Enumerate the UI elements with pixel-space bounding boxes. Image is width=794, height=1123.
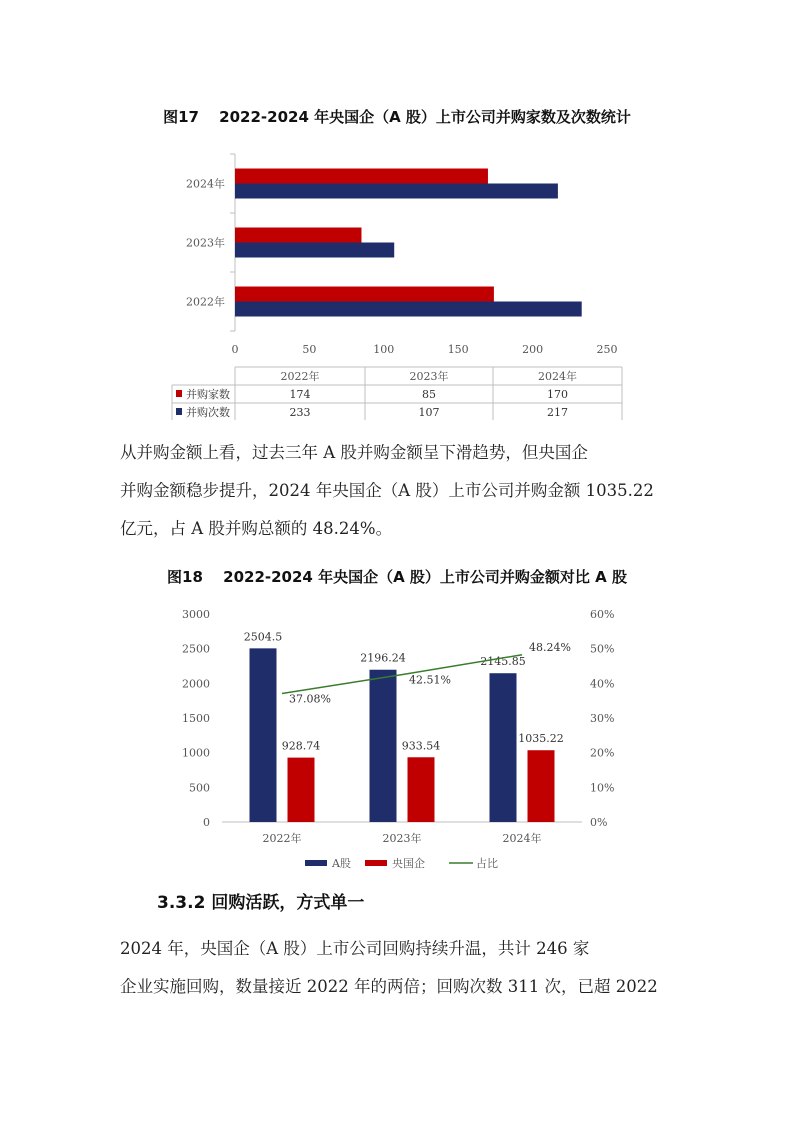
- table-header: 2023年: [409, 370, 449, 383]
- paragraph-line: 企业实施回购，数量接近 2022 年的两倍；回购次数 311 次，已超 2022: [120, 977, 658, 996]
- data-label: 2145.85: [480, 655, 526, 669]
- bar-deals: [235, 184, 558, 199]
- section-heading: 3.3.2 回购活跃，方式单一: [157, 893, 365, 913]
- x-tick-label: 2023年: [382, 832, 422, 845]
- table-row-label: 并购家数: [186, 388, 230, 401]
- legend-label: 央国企: [392, 857, 425, 870]
- legend-key: [365, 860, 387, 866]
- bar-deals: [235, 243, 394, 258]
- legend-key: [305, 860, 327, 866]
- x-tick-label: 250: [596, 343, 618, 356]
- bar-soe: [528, 750, 555, 822]
- paragraph-buyback: [120, 930, 676, 1006]
- x-tick-label: 2024年: [502, 832, 542, 845]
- bar-a-share: [250, 648, 277, 822]
- data-label: 928.74: [281, 739, 321, 753]
- paragraph-line: 并购金额稳步提升，2024 年央国企（A 股）上市公司并购金额 1035.22: [120, 481, 654, 500]
- y-right-tick-label: 30%: [590, 712, 615, 725]
- y-right-tick-label: 20%: [590, 746, 615, 760]
- paragraph-line: 从并购金额上看，过去三年 A 股并购金额呈下滑趋势，但央国企: [120, 443, 588, 462]
- figure-18-title: 图18 2022-2024 年央国企（A 股）上市公司并购金额对比 A 股: [167, 568, 627, 586]
- x-tick-label: 50: [302, 343, 317, 356]
- legend-label: 占比: [476, 857, 498, 870]
- y-right-tick-label: 40%: [590, 677, 615, 691]
- y-left-tick-label: 2500: [182, 642, 210, 656]
- line-data-label: 48.24%: [529, 640, 571, 654]
- table-legend-key: [176, 390, 182, 397]
- table-legend-key: [176, 408, 182, 415]
- y-left-tick-label: 0: [203, 816, 210, 829]
- y-left-tick-label: 1500: [182, 712, 210, 725]
- y-tick-label: 2024年: [186, 177, 225, 191]
- y-right-tick-label: 0%: [590, 816, 608, 829]
- paragraph-line: 2024 年，央国企（A 股）上市公司回购持续升温，共计 246 家: [120, 939, 590, 958]
- table-cell: 174: [289, 388, 311, 401]
- y-right-tick-label: 50%: [590, 642, 615, 656]
- bar-companies: [235, 169, 488, 184]
- x-tick-label: 100: [373, 343, 395, 356]
- data-label: 2504.5: [243, 630, 283, 644]
- bar-companies: [235, 228, 361, 243]
- table-cell: 217: [547, 406, 568, 419]
- table-cell: 107: [418, 406, 440, 419]
- table-row-label: 并购次数: [186, 406, 230, 419]
- figure-17-chart: [0, 140, 794, 420]
- bar-deals: [235, 302, 582, 317]
- table-cell: 170: [547, 388, 568, 401]
- y-tick-label: 2023年: [186, 236, 225, 250]
- line-data-label: 42.51%: [409, 673, 451, 687]
- x-tick-label: 150: [447, 343, 469, 356]
- y-left-tick-label: 500: [189, 781, 210, 795]
- x-tick-label: 2022年: [262, 832, 302, 845]
- paragraph-line: 亿元，占 A 股并购总额的 48.24%。: [120, 519, 393, 538]
- bar-companies: [235, 287, 494, 302]
- y-right-tick-label: 60%: [590, 608, 615, 621]
- table-header: 2024年: [538, 370, 577, 383]
- legend-label: A股: [332, 857, 351, 870]
- data-label: 933.54: [401, 739, 441, 753]
- data-label: 1035.22: [518, 732, 564, 746]
- table-cell: 233: [289, 406, 311, 419]
- figure-18-chart: [0, 600, 794, 880]
- y-left-tick-label: 1000: [182, 746, 210, 760]
- y-left-tick-label: 3000: [182, 608, 210, 621]
- y-tick-label: 2022年: [186, 295, 225, 309]
- table-header: 2022年: [280, 370, 320, 383]
- figure-17-title: 图17 2022-2024 年央国企（A 股）上市公司并购家数及次数统计: [163, 108, 631, 126]
- table-cell: 85: [422, 388, 436, 401]
- bar-soe: [408, 757, 435, 822]
- line-data-label: 37.08%: [289, 692, 331, 706]
- bar-a-share: [490, 673, 517, 822]
- data-label: 2196.24: [360, 651, 406, 665]
- x-tick-label: 0: [231, 343, 239, 356]
- paragraph-merger-amount: [120, 434, 676, 548]
- y-right-tick-label: 10%: [590, 781, 615, 795]
- x-tick-label: 200: [522, 343, 544, 356]
- bar-soe: [288, 758, 315, 822]
- y-left-tick-label: 2000: [182, 677, 210, 691]
- bar-a-share: [370, 670, 397, 822]
